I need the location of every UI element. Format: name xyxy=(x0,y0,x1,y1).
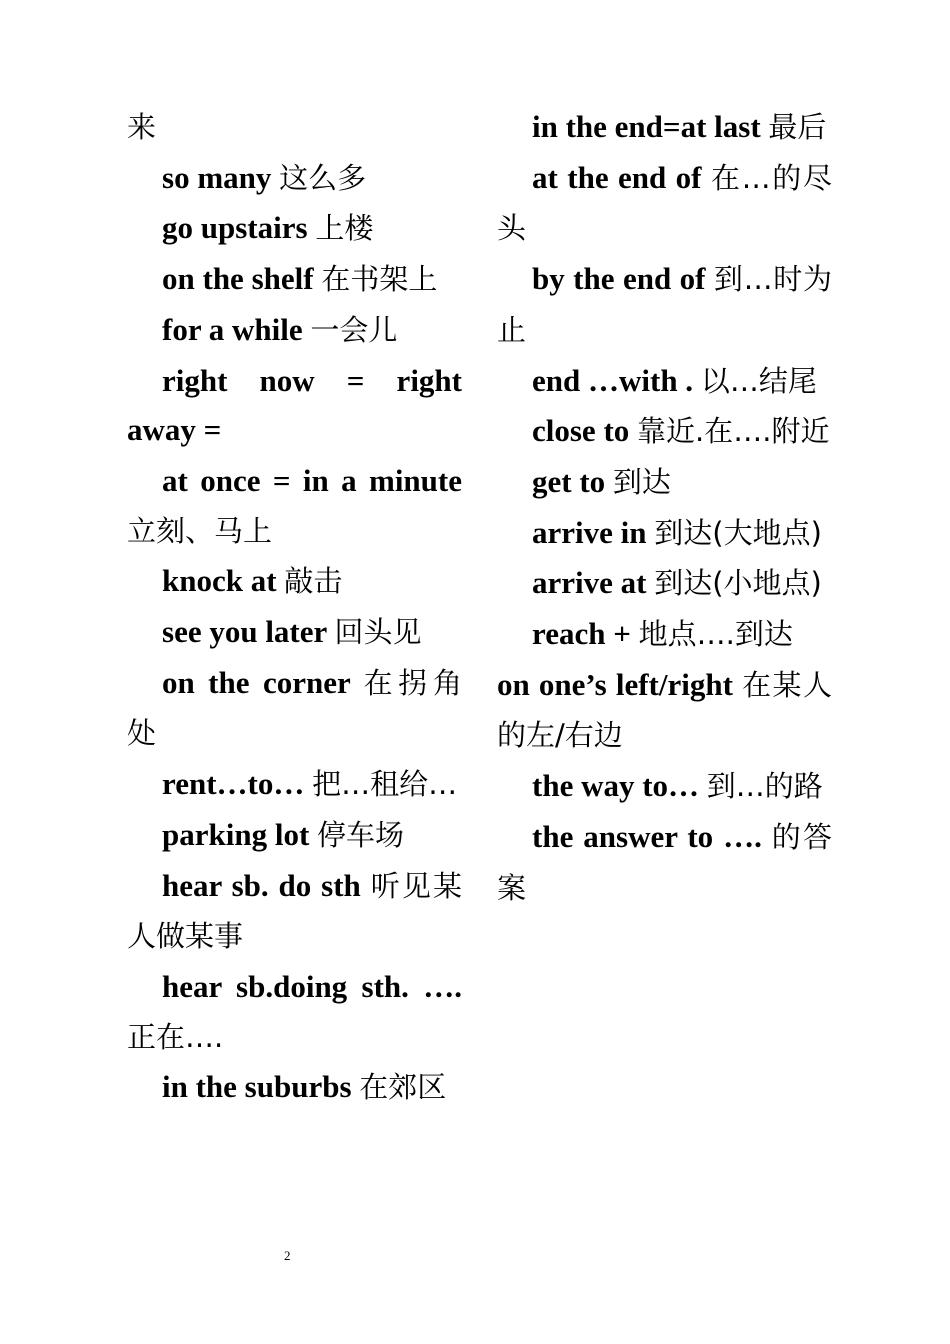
vocab-entry xyxy=(127,658,462,759)
chinese-meaning: 地点….到达 xyxy=(638,617,793,652)
vocab-entry xyxy=(127,556,462,607)
vocab-entry xyxy=(127,861,462,962)
english-phrase: on one’s left/right xyxy=(497,666,743,702)
english-phrase: hear sb.doing sth. …. xyxy=(162,968,462,1004)
vocab-entry xyxy=(497,761,832,812)
chinese-meaning: 到达(大地点) xyxy=(654,515,822,550)
vocab-entry xyxy=(497,812,832,913)
chinese-meaning: 的答案 xyxy=(497,819,832,905)
english-phrase: hear sb. do sth xyxy=(162,867,371,903)
english-phrase: knock at xyxy=(162,563,285,599)
english-phrase: parking lot xyxy=(162,816,318,852)
chinese-meaning: 停车场 xyxy=(317,817,405,852)
english-phrase: end …with . xyxy=(532,362,701,398)
chinese-meaning: 立刻、马上 xyxy=(127,513,273,548)
english-phrase: so many xyxy=(162,159,280,195)
page-number: 2 xyxy=(284,1248,291,1263)
vocab-entry xyxy=(497,406,832,457)
english-phrase: on the shelf xyxy=(162,261,322,297)
chinese-meaning: 上楼 xyxy=(315,211,374,246)
vocab-entry xyxy=(127,153,462,204)
chinese-meaning: 听见某人做某事 xyxy=(127,868,462,954)
chinese-meaning: 把…租给… xyxy=(312,767,458,802)
vocab-entry xyxy=(127,305,462,356)
english-phrase: reach + xyxy=(532,616,639,652)
chinese-meaning: 正在…. xyxy=(127,1019,224,1054)
vocab-entry xyxy=(127,456,462,556)
chinese-meaning: 在书架上 xyxy=(321,262,438,297)
english-phrase: in the suburbs xyxy=(162,1069,360,1105)
english-phrase: get to xyxy=(532,463,613,499)
english-phrase: for a while xyxy=(162,311,311,347)
english-phrase: at once = in a minute xyxy=(162,462,462,498)
chinese-meaning: 在郊区 xyxy=(359,1070,447,1105)
english-phrase: the way to… xyxy=(532,768,707,804)
chinese-meaning: 到…的路 xyxy=(706,769,823,804)
vocab-entry xyxy=(497,508,832,559)
right-column xyxy=(497,102,832,913)
english-phrase: on the corner xyxy=(162,664,364,700)
chinese-meaning: 靠近.在….附近 xyxy=(637,414,830,449)
chinese-meaning: 回头见 xyxy=(334,615,422,650)
chinese-meaning: 到…时为止 xyxy=(497,262,832,347)
english-phrase: the answer to …. xyxy=(532,818,772,854)
chinese-meaning: 在某人的左/右边 xyxy=(497,667,832,753)
english-phrase: see you later xyxy=(162,614,335,650)
chinese-meaning: 到达(小地点) xyxy=(654,566,822,601)
vocab-entry xyxy=(127,1062,462,1113)
chinese-meaning: 在拐角处 xyxy=(127,665,462,751)
english-phrase: go upstairs xyxy=(162,210,316,246)
left-column xyxy=(127,102,462,1113)
vocab-entry xyxy=(497,609,832,660)
english-phrase: at the end of xyxy=(532,159,711,195)
vocab-entry xyxy=(127,102,462,153)
english-phrase: arrive in xyxy=(532,514,655,550)
vocab-entry xyxy=(497,457,832,508)
vocab-entry xyxy=(127,759,462,810)
chinese-meaning: 到达 xyxy=(612,464,671,499)
english-phrase: rent…to… xyxy=(162,766,313,802)
english-phrase: arrive at xyxy=(532,565,655,601)
english-phrase: right now = right away = xyxy=(127,362,462,448)
vocab-entry xyxy=(127,810,462,861)
vocab-entry xyxy=(497,153,832,254)
chinese-meaning: 来 xyxy=(127,110,157,144)
english-phrase: in the end=at last xyxy=(532,109,769,144)
vocab-entry xyxy=(497,660,832,761)
vocab-entry xyxy=(127,607,462,658)
english-phrase: close to xyxy=(532,413,638,449)
chinese-meaning: 以…结尾 xyxy=(700,363,817,398)
vocab-entry xyxy=(497,356,832,407)
chinese-meaning: 最后 xyxy=(768,110,827,144)
chinese-meaning: 敲击 xyxy=(284,564,343,599)
vocab-entry xyxy=(127,962,462,1062)
chinese-meaning: 在…的尽头 xyxy=(497,160,832,246)
vocab-entry xyxy=(497,254,832,355)
english-phrase: by the end of xyxy=(532,261,714,297)
chinese-meaning: 这么多 xyxy=(279,160,367,195)
vocab-entry xyxy=(497,558,832,609)
vocab-entry xyxy=(127,254,462,305)
vocab-entry xyxy=(497,102,832,153)
vocab-entry xyxy=(127,356,462,456)
vocab-entry xyxy=(127,203,462,254)
chinese-meaning: 一会儿 xyxy=(310,312,398,347)
